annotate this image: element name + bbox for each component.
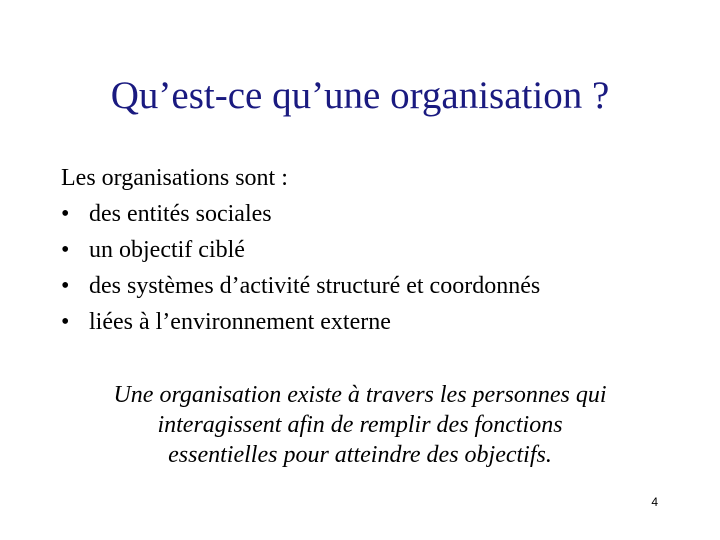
quote-line: essentielles pour atteindre des objectifs. [168,442,552,468]
bullet-text: des systèmes d’activité structuré et coordonnés [89,273,541,299]
quote-line: Une organisation existe à travers les personnes qui [113,382,607,408]
bullet-icon: • [61,273,70,299]
bullet-item [61,304,681,340]
bullet-item [61,232,681,268]
bullet-item [61,196,681,232]
slide-title: Qu’est-ce qu’une organisation ? [110,74,610,117]
bullet-text: un objectif ciblé [89,237,245,263]
definition-quote [60,380,660,470]
bullet-list [61,196,681,340]
bullet-text: liées à l’environnement externe [89,309,391,335]
quote-line: interagissent afin de remplir des fonctions [157,412,563,438]
bullet-text: des entités sociales [89,201,272,227]
bullet-item [61,268,681,304]
bullet-icon: • [61,201,70,227]
bullet-icon: • [61,309,70,335]
bullet-icon: • [61,237,70,263]
slide-body [61,160,681,340]
intro-text: Les organisations sont : [61,165,288,191]
page-number: 4 [651,495,658,509]
